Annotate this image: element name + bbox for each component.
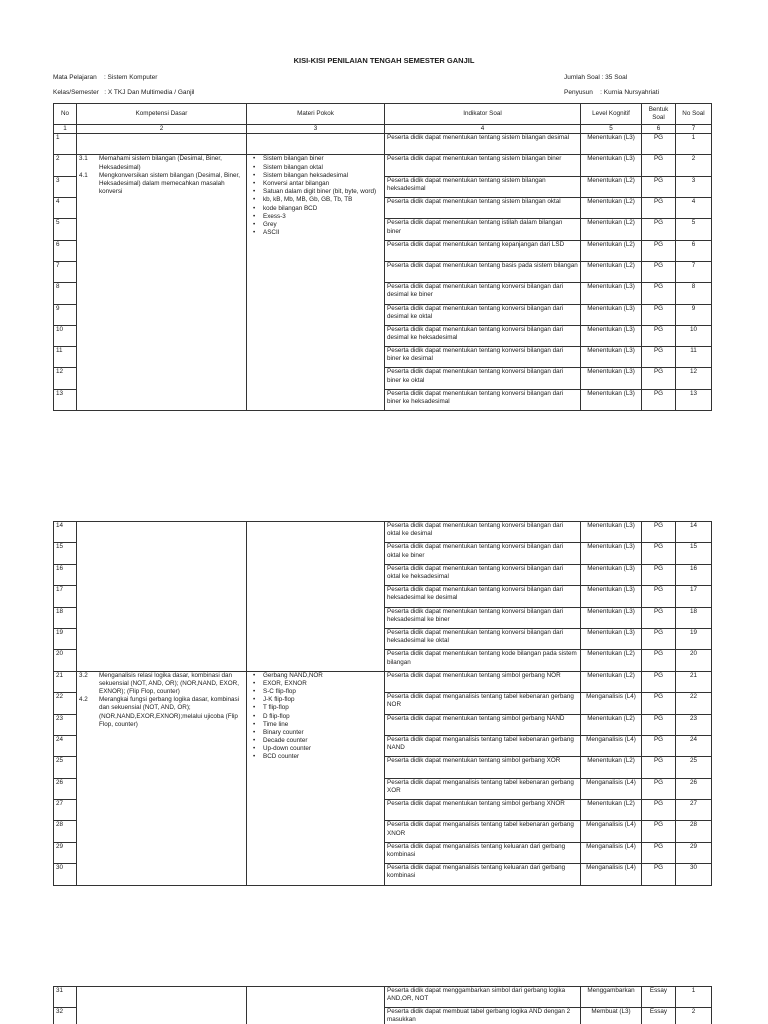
header-no: No: [54, 104, 77, 125]
materi-empty: [247, 522, 385, 672]
kd-text: Memahami sistem bilangan (Desimal, Biner, Heksadesimal): [99, 155, 222, 171]
indikator-cell: Peserta didik dapat menentukan tentang konversi bilangan dari biner ke heksadesimal: [385, 389, 581, 410]
indikator-cell: Peserta didik dapat menentukan tentang konversi bilangan dari biner ke desimal: [385, 347, 581, 368]
bentuk-cell: PG: [642, 347, 676, 368]
header-level: Level Kognitif: [581, 104, 642, 125]
indikator-cell: Peserta didik dapat menentukan tentang sistem bilangan heksadesimal: [385, 176, 581, 197]
indikator-cell: Peserta didik dapat menentukan tentang sistem bilangan biner: [385, 155, 581, 176]
soal-number-cell: 26: [676, 778, 712, 799]
materi-cell: [247, 671, 385, 885]
row-number: 27: [54, 800, 77, 821]
materi-list: [249, 672, 382, 762]
indikator-cell: Peserta didik dapat menentukan tentang simbol gerbang XNOR: [385, 800, 581, 821]
materi-item: • Time line: [253, 721, 382, 729]
soal-number-cell: 3: [676, 176, 712, 197]
row-number: 24: [54, 735, 77, 756]
kd-number: 3.2: [79, 671, 88, 679]
level-cell: Menentukan (L3): [581, 628, 642, 649]
soal-number-cell: 6: [676, 240, 712, 261]
kd-empty: [77, 134, 247, 155]
bentuk-cell: PG: [642, 778, 676, 799]
level-cell: Menentukan (L3): [581, 347, 642, 368]
level-cell: Menentukan (L2): [581, 650, 642, 671]
row-number: 29: [54, 842, 77, 863]
materi-item: • kb, kB, Mb, MB, Gb, GB, Tb, TB: [253, 196, 382, 204]
level-cell: Menentukan (L3): [581, 134, 642, 155]
level-cell: Menentukan (L3): [581, 325, 642, 346]
level-cell: Menentukan (L2): [581, 671, 642, 692]
bentuk-cell: Essay: [642, 987, 676, 1008]
row-number: 6: [54, 240, 77, 261]
bentuk-cell: PG: [642, 650, 676, 671]
row-number: 9: [54, 304, 77, 325]
row-number: 12: [54, 368, 77, 389]
soal-number-cell: 9: [676, 304, 712, 325]
soal-number-cell: 19: [676, 628, 712, 649]
level-cell: Menganalisis (L4): [581, 778, 642, 799]
row-number: 1: [54, 134, 77, 155]
bentuk-cell: PG: [642, 693, 676, 714]
bentuk-cell: PG: [642, 757, 676, 778]
bentuk-cell: PG: [642, 155, 676, 176]
bentuk-cell: PG: [642, 671, 676, 692]
kd-empty: [77, 522, 247, 672]
level-cell: Menentukan (L3): [581, 389, 642, 410]
materi-item: • kode bilangan BCD: [253, 205, 382, 213]
indikator-cell: Peserta didik dapat menentukan tentang konversi bilangan dari heksadesimal ke oktal: [385, 628, 581, 649]
bentuk-cell: PG: [642, 283, 676, 304]
materi-item: • Up-down counter: [253, 745, 382, 753]
row-number: 19: [54, 628, 77, 649]
materi-item: • ASCII: [253, 229, 382, 237]
indikator-cell: Peserta didik dapat menganalisis tentang tabel kebenaran gerbang NAND: [385, 735, 581, 756]
level-cell: Menganalisis (L4): [581, 864, 642, 885]
kd-cell: [77, 155, 247, 411]
row-number: 3: [54, 176, 77, 197]
level-cell: Menentukan (L3): [581, 586, 642, 607]
subject-info: Mata Pelajaran : Sistem Komputer: [53, 74, 158, 81]
materi-item: • Gerbang NAND,NOR: [253, 672, 382, 680]
level-cell: Menganalisis (L4): [581, 842, 642, 863]
soal-number-cell: 29: [676, 842, 712, 863]
indikator-cell: Peserta didik dapat menentukan tentang konversi bilangan dari heksadesimal ke biner: [385, 607, 581, 628]
column-number: 4: [385, 125, 581, 134]
kd-text: Mengkonversikan sistem bilangan (Desimal, Biner, Heksadesimal) dalam memecahkan masalah konversi: [99, 171, 241, 196]
kd-item: [79, 172, 244, 197]
level-cell: Menentukan (L2): [581, 240, 642, 261]
soal-number-cell: 16: [676, 564, 712, 585]
indikator-cell: Peserta didik dapat menentukan tentang konversi bilangan dari oktal ke heksadesimal: [385, 564, 581, 585]
soal-number-cell: 5: [676, 219, 712, 240]
row-number: 8: [54, 283, 77, 304]
soal-number-cell: 24: [676, 735, 712, 756]
materi-item: • Binary counter: [253, 729, 382, 737]
level-cell: Menentukan (L2): [581, 800, 642, 821]
level-cell: Menentukan (L2): [581, 714, 642, 735]
row-number: 28: [54, 821, 77, 842]
column-number: 7: [676, 125, 712, 134]
row-number: 18: [54, 607, 77, 628]
column-number: 1: [54, 125, 77, 134]
grid-table-2: [53, 521, 712, 886]
row-number: 13: [54, 389, 77, 410]
level-cell: Menentukan (L3): [581, 155, 642, 176]
materi-item: • Sistem bilangan oktal: [253, 164, 382, 172]
bentuk-cell: PG: [642, 325, 676, 346]
bentuk-cell: PG: [642, 543, 676, 564]
row-number: 11: [54, 347, 77, 368]
bentuk-cell: PG: [642, 714, 676, 735]
soal-number-cell: 17: [676, 586, 712, 607]
table-row: [54, 671, 712, 692]
header-materi: Materi Pokok: [247, 104, 385, 125]
materi-item: • T flip-flop: [253, 704, 382, 712]
level-cell: Menganalisis (L4): [581, 821, 642, 842]
materi-item: • Sistem bilangan heksadesimal: [253, 172, 382, 180]
level-cell: Menentukan (L3): [581, 304, 642, 325]
level-cell: Menganalisis (L4): [581, 693, 642, 714]
materi-item: • Exess-3: [253, 213, 382, 221]
kd-cell: [77, 671, 247, 885]
materi-item: • J-K flip-flop: [253, 696, 382, 704]
level-cell: Menentukan (L2): [581, 757, 642, 778]
row-number: 7: [54, 261, 77, 282]
soal-number-cell: 23: [676, 714, 712, 735]
materi-cell: [247, 155, 385, 411]
kd-item: [79, 672, 244, 697]
bentuk-cell: PG: [642, 522, 676, 543]
row-number: 31: [54, 987, 77, 1008]
header-nosoal: No Soal: [676, 104, 712, 125]
materi-item: • D flip-flop: [253, 713, 382, 721]
indikator-cell: Peserta didik dapat menentukan tentang konversi bilangan dari desimal ke biner: [385, 283, 581, 304]
soal-number-cell: 27: [676, 800, 712, 821]
bentuk-cell: PG: [642, 586, 676, 607]
materi-empty: [247, 987, 385, 1024]
soal-number-cell: 22: [676, 693, 712, 714]
row-number: 4: [54, 198, 77, 219]
indikator-cell: Peserta didik dapat menentukan tentang konversi bilangan dari oktal ke biner: [385, 543, 581, 564]
bentuk-cell: PG: [642, 628, 676, 649]
materi-item: • S-C flip-flop: [253, 688, 382, 696]
indikator-cell: Peserta didik dapat menentukan tentang sistem bilangan oktal: [385, 198, 581, 219]
indikator-cell: Peserta didik dapat menganalisis tentang tabel kebenaran gerbang NOR: [385, 693, 581, 714]
kd-text: Menganalisis relasi logika dasar, kombinasi dan sekuensial (NOT, AND, OR); (NOR,NAND, EXOR, EXNOR); (Flip Flop, counter): [99, 671, 239, 696]
soal-number-cell: 1: [676, 987, 712, 1008]
indikator-cell: Peserta didik dapat menentukan tentang kepanjangan dari LSD: [385, 240, 581, 261]
row-number: 20: [54, 650, 77, 671]
soal-number-cell: 4: [676, 198, 712, 219]
indikator-cell: Peserta didik dapat menentukan tentang konversi bilangan dari heksadesimal ke desimal: [385, 586, 581, 607]
grid-table-1: [53, 103, 712, 411]
indikator-cell: Peserta didik dapat menentukan tentang simbol gerbang NAND: [385, 714, 581, 735]
header-row: [54, 104, 712, 125]
level-cell: Menentukan (L2): [581, 261, 642, 282]
row-number: 21: [54, 671, 77, 692]
kd-number: 4.2: [79, 696, 88, 704]
bentuk-cell: PG: [642, 821, 676, 842]
kd-number: 3.1: [79, 155, 88, 163]
kd-item: [79, 155, 244, 171]
bentuk-cell: PG: [642, 134, 676, 155]
level-cell: Menentukan (L2): [581, 219, 642, 240]
table-row: [54, 987, 712, 1008]
column-number: 3: [247, 125, 385, 134]
level-cell: Menentukan (L3): [581, 543, 642, 564]
bentuk-cell: PG: [642, 864, 676, 885]
column-number: 2: [77, 125, 247, 134]
bentuk-cell: PG: [642, 240, 676, 261]
row-number: 16: [54, 564, 77, 585]
indikator-cell: Peserta didik dapat menentukan tentang simbol gerbang XOR: [385, 757, 581, 778]
bentuk-cell: PG: [642, 735, 676, 756]
level-cell: Menentukan (L3): [581, 564, 642, 585]
row-number: 22: [54, 693, 77, 714]
row-number: 2: [54, 155, 77, 176]
soal-number-cell: 10: [676, 325, 712, 346]
materi-list: [249, 155, 382, 237]
column-number-row: [54, 125, 712, 134]
kd-text: Merangkai fungsi gerbang logika dasar, kombinasi dan sekuensial (NOT, AND, OR); (NOR,NAND,EXOR,EXNOR);melalui ujicoba (Flip Flop, counter): [99, 696, 240, 728]
soal-number-cell: 2: [676, 1008, 712, 1024]
bentuk-cell: PG: [642, 304, 676, 325]
indikator-cell: Peserta didik dapat menganalisis tentang tabel kebenaran gerbang XNOR: [385, 821, 581, 842]
row-number: 26: [54, 778, 77, 799]
level-cell: Menentukan (L3): [581, 283, 642, 304]
indikator-cell: Peserta didik dapat menentukan tentang basis pada sistem bilangan: [385, 261, 581, 282]
indikator-cell: Peserta didik dapat menganalisis tentang keluaran dari gerbang kombinasi: [385, 842, 581, 863]
materi-item: • Sistem bilangan biner: [253, 155, 382, 163]
soal-number-cell: 21: [676, 671, 712, 692]
indikator-cell: Peserta didik dapat menentukan tentang kode bilangan pada sistem bilangan: [385, 650, 581, 671]
level-cell: Menentukan (L3): [581, 522, 642, 543]
table-row: [54, 134, 712, 155]
question-count-info: Jumlah Soal : 35 Soal: [564, 74, 628, 81]
table-row: [54, 522, 712, 543]
materi-item: • EXOR, EXNOR: [253, 680, 382, 688]
soal-number-cell: 13: [676, 389, 712, 410]
row-number: 32: [54, 1008, 77, 1024]
bentuk-cell: PG: [642, 198, 676, 219]
row-number: 25: [54, 757, 77, 778]
header-indikator: Indikator Soal: [385, 104, 581, 125]
soal-number-cell: 1: [676, 134, 712, 155]
header-bentuk: Bentuk Soal: [642, 104, 676, 125]
level-cell: Menentukan (L3): [581, 607, 642, 628]
soal-number-cell: 2: [676, 155, 712, 176]
bentuk-cell: PG: [642, 800, 676, 821]
author-info: Penyusun : Kurnia Nursyahriati: [564, 89, 660, 96]
row-number: 15: [54, 543, 77, 564]
materi-item: • Konversi antar bilangan: [253, 180, 382, 188]
materi-empty: [247, 134, 385, 155]
indikator-cell: Peserta didik dapat menentukan tentang konversi bilangan dari desimal ke heksadesimal: [385, 325, 581, 346]
materi-item: • Grey: [253, 221, 382, 229]
indikator-cell: Peserta didik dapat menentukan tentang simbol gerbang NOR: [385, 671, 581, 692]
soal-number-cell: 30: [676, 864, 712, 885]
bentuk-cell: Essay: [642, 1008, 676, 1024]
soal-number-cell: 8: [676, 283, 712, 304]
indikator-cell: Peserta didik dapat menentukan tentang konversi bilangan dari oktal ke desimal: [385, 522, 581, 543]
row-number: 17: [54, 586, 77, 607]
level-cell: Menggambarkan: [581, 987, 642, 1008]
kd-item: [79, 696, 244, 729]
row-number: 14: [54, 522, 77, 543]
indikator-cell: Peserta didik dapat menggambarkan simbol dari gerbang logika AND,OR, NOT: [385, 987, 581, 1008]
row-number: 23: [54, 714, 77, 735]
soal-number-cell: 14: [676, 522, 712, 543]
bentuk-cell: PG: [642, 607, 676, 628]
row-number: 30: [54, 864, 77, 885]
materi-item: • BCD counter: [253, 753, 382, 761]
level-cell: Menentukan (L2): [581, 198, 642, 219]
bentuk-cell: PG: [642, 564, 676, 585]
materi-item: • Satuan dalam digit biner (bit, byte, word): [253, 188, 382, 196]
level-cell: Menentukan (L2): [581, 176, 642, 197]
class-info: Kelas/Semester : X TKJ Dan Multimedia / Ganjil: [53, 89, 195, 96]
indikator-cell: Peserta didik dapat membuat tabel gerbang logika AND dengan 2 masukkan: [385, 1008, 581, 1024]
row-number: 5: [54, 219, 77, 240]
document-title: KISI-KISI PENILAIAN TENGAH SEMESTER GANJIL: [293, 56, 475, 65]
kd-number: 4.1: [79, 171, 88, 179]
soal-number-cell: 11: [676, 347, 712, 368]
column-number: 6: [642, 125, 676, 134]
grid-table-3: [53, 986, 712, 1024]
kd-empty: [77, 987, 247, 1024]
materi-item: • Decade counter: [253, 737, 382, 745]
bentuk-cell: PG: [642, 261, 676, 282]
bentuk-cell: PG: [642, 219, 676, 240]
indikator-cell: Peserta didik dapat menentukan tentang konversi bilangan dari desimal ke oktal: [385, 304, 581, 325]
table-row: [54, 155, 712, 176]
soal-number-cell: 12: [676, 368, 712, 389]
indikator-cell: Peserta didik dapat menentukan tentang sistem bilangan desimal: [385, 134, 581, 155]
level-cell: Menentukan (L3): [581, 368, 642, 389]
soal-number-cell: 7: [676, 261, 712, 282]
bentuk-cell: PG: [642, 368, 676, 389]
soal-number-cell: 25: [676, 757, 712, 778]
indikator-cell: Peserta didik dapat menentukan tentang konversi bilangan dari biner ke oktal: [385, 368, 581, 389]
bentuk-cell: PG: [642, 389, 676, 410]
soal-number-cell: 15: [676, 543, 712, 564]
soal-number-cell: 18: [676, 607, 712, 628]
bentuk-cell: PG: [642, 176, 676, 197]
indikator-cell: Peserta didik dapat menganalisis tentang keluaran dari gerbang kombinasi: [385, 864, 581, 885]
indikator-cell: Peserta didik dapat menganalisis tentang tabel kebenaran gerbang XOR: [385, 778, 581, 799]
indikator-cell: Peserta didik dapat menentukan tentang istilah dalam bilangan biner: [385, 219, 581, 240]
column-number: 5: [581, 125, 642, 134]
soal-number-cell: 28: [676, 821, 712, 842]
row-number: 10: [54, 325, 77, 346]
level-cell: Menganalisis (L4): [581, 735, 642, 756]
soal-number-cell: 20: [676, 650, 712, 671]
header-kd: Kompetensi Dasar: [77, 104, 247, 125]
level-cell: Membuat (L3): [581, 1008, 642, 1024]
bentuk-cell: PG: [642, 842, 676, 863]
